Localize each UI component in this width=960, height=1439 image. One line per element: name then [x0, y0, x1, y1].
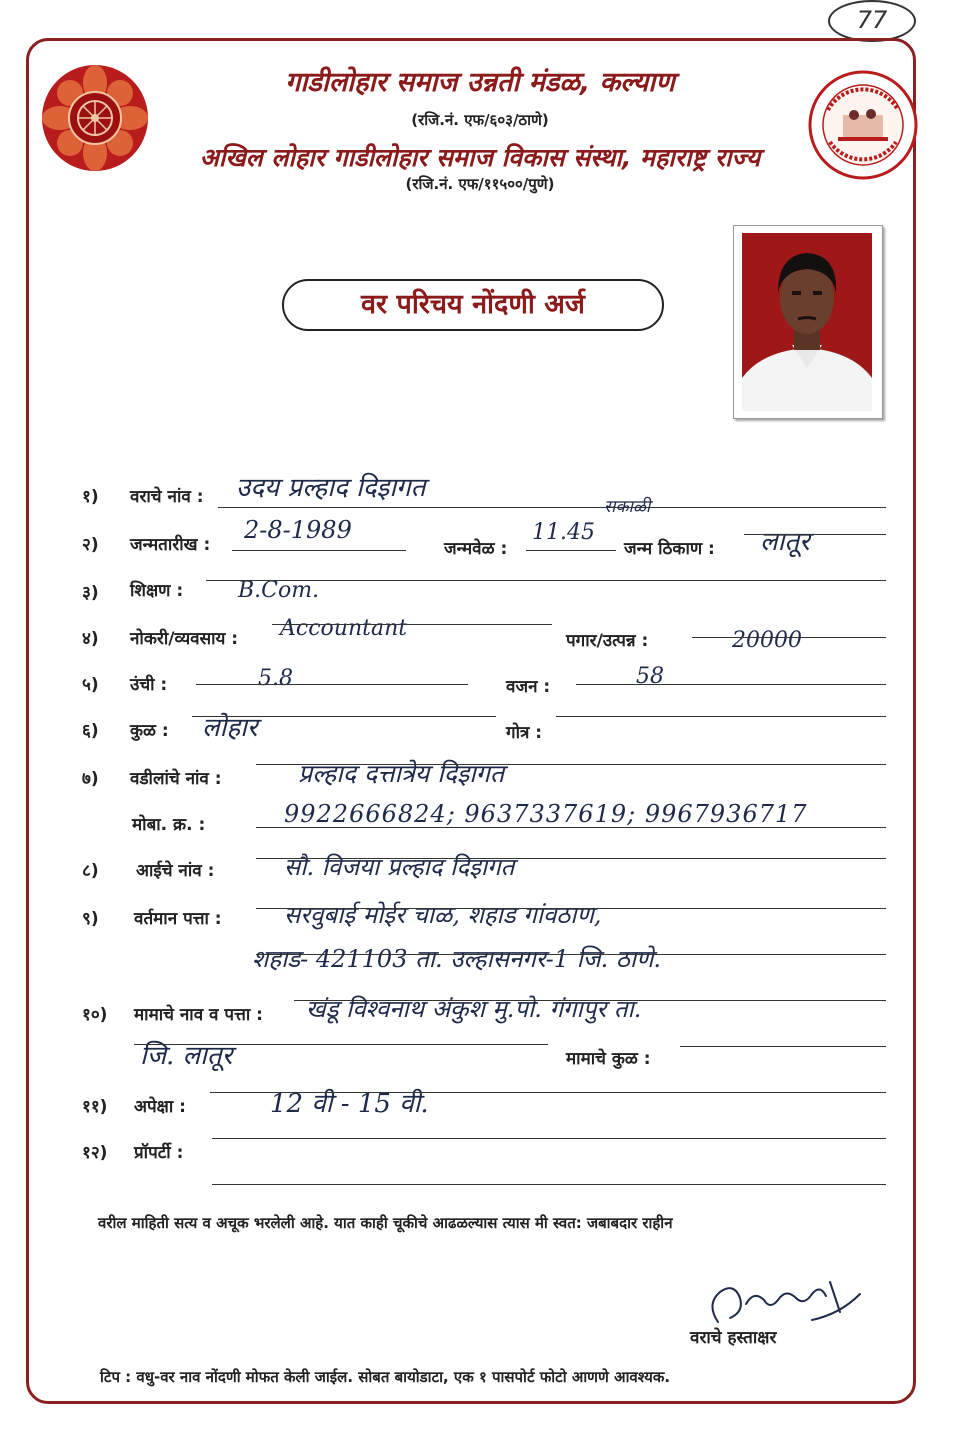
mother-name-label: आईचे नांव : [136, 861, 215, 881]
address-rule-2 [256, 954, 886, 955]
maternal-uncle-line-1: खंडू विश्वनाथ अंकुश मु.पो. गंगापुर ता. [306, 995, 642, 1023]
footer-note: टिप : वधु-वर नाव नोंदणी मोफत केली जाईल. सोबत बायोडाटा, एक १ पासपोर्ट फोटो आणणे आवश्यक. [100, 1368, 671, 1386]
birthdate-line [232, 550, 406, 551]
organization-2-name: अखिल लोहार गाडीलोहार समाज विकास संस्था, महाराष्ट्र राज्य [199, 143, 761, 172]
weight-value: 58 [636, 664, 664, 689]
father-name-line [256, 764, 886, 765]
field-4-number: ४) [82, 629, 99, 649]
property-line-2 [212, 1184, 886, 1185]
gotra-label: गोत्र : [506, 723, 543, 743]
father-name-value: प्रल्हाद दत्तात्रेय दिइागत [298, 759, 505, 788]
organization-name: गाडीलोहार समाज उन्नती मंडळ, कल्याण [285, 67, 675, 98]
declaration-text: वरील माहिती सत्य व अचूक भरलेली आहे. यात काही चूकीचे आढळल्यास त्यास मी स्वत: जबाबदार राहीन [98, 1214, 673, 1232]
expectation-value: 12 वी - 15 वी. [270, 1089, 429, 1119]
left-seal-icon [40, 63, 150, 173]
right-seal-icon [808, 70, 918, 180]
page-number: 77 [828, 0, 916, 42]
father-name-label: वडीलांचे नांव : [130, 769, 222, 789]
field-5-number: ५) [82, 675, 99, 695]
birthplace-label: जन्म ठिकाण : [624, 539, 715, 559]
salary-value: 20000 [732, 628, 802, 653]
field-8-number: ८) [82, 861, 99, 881]
address-rule-1 [256, 908, 886, 909]
property-label: प्रॉपर्टी : [134, 1143, 184, 1163]
education-label: शिक्षण : [130, 581, 184, 601]
height-line [196, 684, 468, 685]
education-value: B.Com. [238, 578, 320, 603]
organization-2-registration: (रजि.नं. एफ/११५००/पुणे) [405, 175, 555, 193]
birth-time-value: 11.45 [532, 520, 595, 545]
birth-time-label: जन्मवेळ : [444, 539, 508, 559]
field-10-number: १०) [82, 1005, 108, 1025]
birthdate-value: 2-8-1989 [244, 516, 352, 544]
clan-label: कुळ : [130, 721, 169, 741]
maternal-uncle-line-2: जि. लातूर [140, 1041, 233, 1071]
mother-name-line [256, 858, 886, 859]
maternal-clan-line [680, 1046, 886, 1047]
maternal-uncle-rule-1 [294, 1000, 886, 1001]
form-title: वर परिचय नोंदणी अर्ज [282, 279, 664, 331]
salary-label: पगार/उत्पन्न : [566, 631, 649, 651]
groom-name-label: वराचे नांव : [130, 487, 204, 507]
occupation-value: Accountant [280, 616, 408, 641]
field-2-number: २) [82, 535, 99, 555]
maternal-clan-label: मामाचे कुळ : [566, 1049, 651, 1069]
mobile-line [256, 827, 886, 828]
gotra-line [556, 716, 886, 717]
organization-registration: (रजि.नं. एफ/६०३/ठाणे) [411, 111, 549, 129]
occupation-label: नोकरी/व्यवसाय : [130, 629, 239, 649]
field-11-number: ११) [82, 1097, 108, 1117]
salary-line [692, 637, 886, 638]
birthplace-line [744, 534, 886, 535]
portrait-icon [742, 233, 872, 411]
expectation-label: अपेक्षा : [134, 1097, 186, 1117]
birthplace-value: लातूर [760, 527, 810, 557]
groom-name-value: उदय प्रल्हाद दिइागत [236, 473, 426, 503]
property-line-1 [212, 1138, 886, 1139]
height-value: 5.8 [258, 666, 293, 691]
signature-label: वराचे हस्ताक्षर [690, 1328, 777, 1348]
education-line [206, 580, 886, 581]
weight-line [576, 684, 886, 685]
passport-photo [733, 225, 883, 419]
maternal-uncle-rule-2 [134, 1044, 548, 1045]
occupation-line [272, 624, 552, 625]
weight-label: वजन : [506, 677, 551, 697]
field-6-number: ६) [82, 721, 99, 741]
field-9-number: ९) [82, 909, 99, 929]
clan-value: लोहार [202, 713, 258, 743]
address-label: वर्तमान पत्ता : [134, 909, 222, 929]
maternal-uncle-label: मामाचे नाव व पत्ता : [134, 1005, 263, 1025]
address-line-2: शहाड- 421103 ता. उल्हासनगर-1 जि. ठाणे. [252, 945, 662, 973]
birth-time-note: सकाळी [604, 497, 651, 517]
field-7-number: ७) [82, 769, 99, 789]
field-12-number: १२) [82, 1143, 108, 1163]
groom-name-line [218, 507, 886, 508]
clan-line [192, 716, 496, 717]
address-line-1: सरवुबाई मोईर चाळ, शहाड गांवठाण, [284, 901, 602, 929]
birthdate-label: जन्मतारीख : [130, 535, 211, 555]
field-1-number: १) [82, 487, 99, 507]
mobile-label: मोबा. क्र. : [132, 815, 206, 835]
field-3-number: ३) [82, 583, 99, 603]
birth-time-line [526, 550, 616, 551]
expectation-line [210, 1092, 886, 1093]
mother-name-value: सौ. विजया प्रल्हाद दिइागत [284, 853, 515, 881]
height-label: उंची : [130, 675, 168, 695]
mobile-value: 9922666824; 9637337619; 9967936717 [284, 800, 808, 828]
